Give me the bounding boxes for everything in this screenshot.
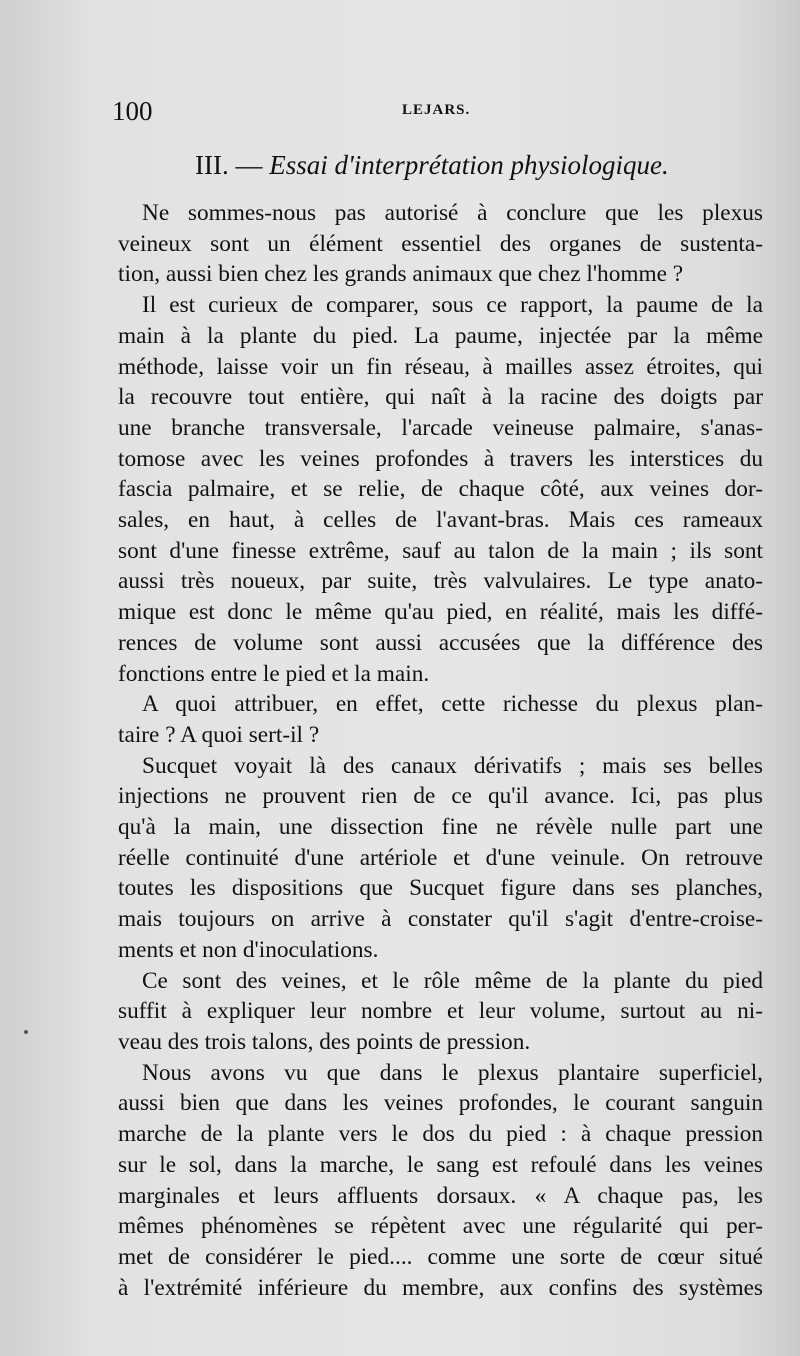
body-text xyxy=(118,198,763,1303)
paragraph xyxy=(118,751,763,966)
text-line: à l'extrémité inférieure du membre, aux confins des systèmes xyxy=(118,1274,763,1301)
section-title: Essai d'interprétation physiologique. xyxy=(269,150,669,180)
text-line: réelle continuité d'une artériole et d'une veinule. On retrouve xyxy=(118,844,763,871)
text-line: sont d'une finesse extrême, sauf au talon de la main ; ils sont xyxy=(118,537,763,564)
text-line: méthode, laisse voir un fin réseau, à mailles assez étroites, qui xyxy=(118,353,763,380)
print-speck xyxy=(24,1030,28,1034)
text-line: aussi bien que dans les veines profondes, le courant sanguin xyxy=(118,1090,763,1117)
text-line: la recouvre tout entière, qui naît à la racine des doigts par xyxy=(118,384,763,411)
page-number: 100 xyxy=(112,96,153,126)
text-line: tomose avec les veines profondes à travers les interstices du xyxy=(118,445,763,472)
text-line: tion, aussi bien chez les grands animaux que chez l'homme ? xyxy=(118,261,684,288)
text-line: met de considérer le pied.... comme une sorte de cœur situé xyxy=(118,1243,763,1270)
section-number: III. — xyxy=(195,150,263,180)
text-line: toutes les dispositions que Sucquet figure dans ses planches, xyxy=(118,875,763,902)
section-heading xyxy=(195,150,755,181)
text-line: main à la plante du pied. La paume, injectée par la même xyxy=(118,322,763,349)
text-line: sales, en haut, à celles de l'avant-bras. Mais ces rameaux xyxy=(118,507,763,534)
paragraph xyxy=(118,689,763,750)
text-line: marginales et leurs affluents dorsaux. « A chaque pas, les xyxy=(118,1182,763,1209)
text-line: une branche transversale, l'arcade veineuse palmaire, s'anas- xyxy=(118,414,763,441)
text-line: Ne sommes-nous pas autorisé à conclure que les plexus xyxy=(142,200,763,226)
text-line: veau des trois talons, des points de pression. xyxy=(118,1028,531,1055)
page-header xyxy=(112,96,762,136)
text-line: Sucquet voyait là des canaux dérivatifs ; mais ses belles xyxy=(142,752,763,779)
text-line: fonctions entre le pied et la main. xyxy=(118,660,430,687)
paragraph xyxy=(118,1058,763,1304)
text-line: Il est curieux de comparer, sous ce rapport, la paume de la xyxy=(142,292,763,319)
text-line: mais toujours on arrive à constater qu'il s'agit d'entre-croise- xyxy=(118,906,763,933)
text-line: rences de volume sont aussi accusées que la différence des xyxy=(118,629,763,656)
running-head: LEJARS. xyxy=(402,102,471,118)
text-line: taire ? A quoi sert-il ? xyxy=(118,721,320,748)
paragraph xyxy=(118,966,763,1058)
text-line: Nous avons vu que dans le plexus plantaire superficiel, xyxy=(142,1059,763,1086)
text-line: Ce sont des veines, et le rôle même de la plante du pied xyxy=(142,967,763,994)
text-line: suffit à expliquer leur nombre et leur volume, surtout au ni- xyxy=(118,998,763,1025)
text-line: A quoi attribuer, en effet, cette richesse du plexus plan- xyxy=(142,691,763,718)
text-line: mique est donc le même qu'au pied, en réalité, mais les diffé- xyxy=(118,599,763,626)
text-line: qu'à la main, une dissection fine ne révèle nulle part une xyxy=(118,814,763,841)
text-line: ments et non d'inoculations. xyxy=(118,936,379,963)
text-line: marche de la plante vers le dos du pied : à chaque pression xyxy=(118,1121,763,1148)
text-line: injections ne prouvent rien de ce qu'il avance. Ici, pas plus xyxy=(118,783,763,810)
text-line: sur le sol, dans la marche, le sang est refoulé dans les veines xyxy=(118,1151,763,1178)
paragraph xyxy=(118,198,763,290)
text-line: veineux sont un élément essentiel des organes de sustenta- xyxy=(118,230,763,257)
text-line: fascia palmaire, et se relie, de chaque côté, aux veines dor- xyxy=(118,476,763,503)
text-line: aussi très noueux, par suite, très valvulaires. Le type anato- xyxy=(118,568,763,595)
paragraph xyxy=(118,290,763,689)
text-line: mêmes phénomènes se répètent avec une régularité qui per- xyxy=(118,1213,763,1240)
